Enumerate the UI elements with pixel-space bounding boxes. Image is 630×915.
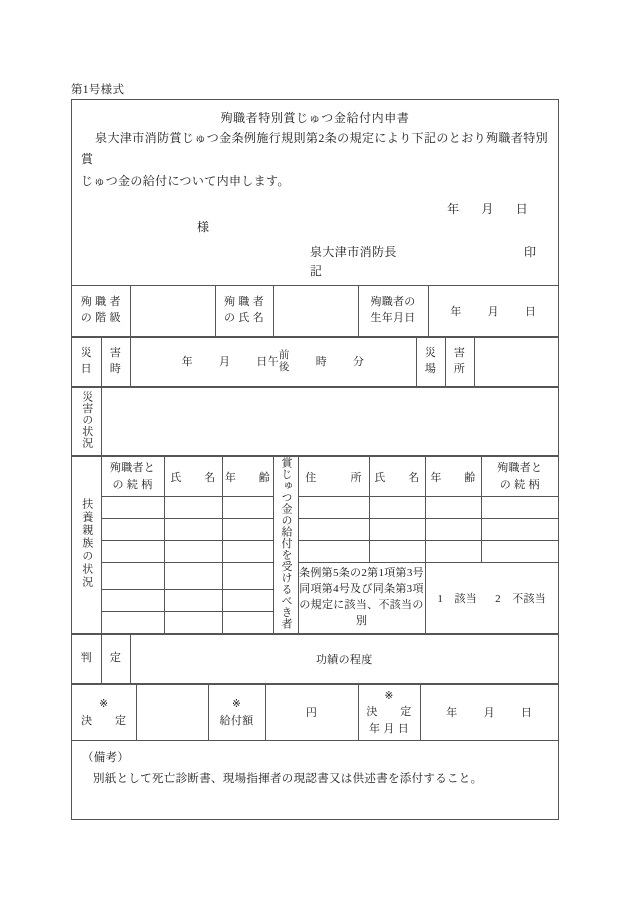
disaster-datetime-table bbox=[72, 337, 558, 387]
recipient-relation-header-line1: 殉職者と bbox=[497, 462, 543, 475]
dependent-name-cell[interactable] bbox=[164, 563, 222, 590]
dependent-relation-cell[interactable] bbox=[101, 563, 164, 590]
recipient-name-cell[interactable] bbox=[369, 519, 425, 541]
disaster-situation-value[interactable] bbox=[101, 388, 558, 456]
body-line-1: 泉大津市消防賞じゅつ金条例施行規則第2条の規定により下記のとおり殉職者特別賞 bbox=[81, 131, 548, 167]
disaster-place-value[interactable] bbox=[474, 338, 558, 387]
eligibility-choice-not-applicable[interactable]: 2 不該当 bbox=[495, 592, 547, 605]
amount-label-text: 給付額 bbox=[219, 714, 254, 727]
disaster-label-ji: 時 bbox=[109, 363, 122, 376]
remarks-section bbox=[72, 741, 558, 819]
victim-rank-label bbox=[72, 286, 130, 337]
disaster-gogo-prefix: 午 bbox=[267, 355, 279, 368]
remarks-line-1: 別紙として死亡診断書、現場指揮者の現認書又は供述書を添付すること。 bbox=[93, 773, 483, 786]
dependent-name-cell[interactable] bbox=[164, 541, 222, 563]
table-row bbox=[72, 684, 558, 741]
merit-degree-cell[interactable] bbox=[130, 634, 558, 683]
date-year-label: 年 bbox=[447, 202, 460, 217]
victim-rank-label-line2: の 階 級 bbox=[80, 312, 121, 325]
form-outer-frame bbox=[71, 99, 559, 820]
table-row bbox=[72, 634, 558, 683]
victim-birthdate-value[interactable] bbox=[428, 286, 558, 337]
dependent-name-cell[interactable] bbox=[164, 589, 222, 611]
disaster-datetime-value[interactable] bbox=[130, 338, 416, 387]
recipient-address-cell[interactable] bbox=[298, 497, 369, 519]
disaster-am-label: 前 bbox=[278, 350, 290, 362]
judgement-label-col2 bbox=[101, 634, 130, 683]
table-row bbox=[72, 286, 558, 337]
judgement-label-col1 bbox=[72, 634, 101, 683]
submission-date-line bbox=[72, 200, 558, 217]
disaster-label-gai: 害 bbox=[109, 347, 122, 360]
dependent-age-cell[interactable] bbox=[222, 497, 273, 519]
dependent-name-header: 氏 名 bbox=[164, 457, 222, 497]
victim-info-table bbox=[72, 285, 558, 337]
dependent-age-cell[interactable] bbox=[222, 563, 273, 590]
recipient-relation-cell[interactable] bbox=[481, 541, 558, 563]
dependent-age-header: 年 齢 bbox=[222, 457, 273, 497]
issuer-line bbox=[72, 243, 558, 260]
decision-date-value[interactable] bbox=[420, 684, 558, 741]
recipient-name-header: 氏 名 bbox=[369, 457, 425, 497]
dependent-relation-header-line1: 殉職者と bbox=[109, 462, 156, 475]
disaster-pm-label: 後 bbox=[278, 362, 290, 374]
disaster-hour-label: 時 bbox=[315, 355, 328, 368]
dependent-relation-header bbox=[101, 457, 164, 497]
decision-date-label-line2: 年 月 日 bbox=[369, 722, 409, 735]
decision-date-label bbox=[358, 684, 420, 741]
recipient-age-cell[interactable] bbox=[425, 497, 481, 519]
dependent-relation-cell[interactable] bbox=[101, 497, 164, 519]
table-row bbox=[72, 338, 558, 387]
amount-value-cell[interactable] bbox=[265, 684, 358, 741]
dependent-relation-cell[interactable] bbox=[101, 589, 164, 611]
eligibility-choice-applicable[interactable]: 1 該当 bbox=[437, 592, 478, 605]
recipient-relation-header-line2: の 続 柄 bbox=[499, 478, 540, 491]
place-label-sai: 災 bbox=[424, 347, 437, 360]
recipient-name-cell[interactable] bbox=[369, 541, 425, 563]
disaster-year-label: 年 bbox=[181, 355, 193, 368]
seal-mark-icon: 印 bbox=[524, 245, 537, 260]
dependent-relation-header-line2: の 続 柄 bbox=[112, 478, 153, 491]
decision-label-text: 決 定 bbox=[81, 714, 127, 727]
currency-unit-label: 円 bbox=[305, 707, 318, 720]
addressee-suffix: 様 bbox=[197, 220, 210, 235]
dependent-relation-cell[interactable] bbox=[101, 541, 164, 563]
judgement-label-han: 判 bbox=[80, 652, 92, 665]
document-body bbox=[72, 128, 558, 192]
place-label-gai: 害 bbox=[453, 347, 466, 360]
birth-day-label: 日 bbox=[524, 306, 537, 319]
disaster-situation-table bbox=[72, 387, 558, 456]
judgement-label-tei: 定 bbox=[109, 652, 122, 665]
amount-label bbox=[208, 684, 265, 741]
recipient-age-header: 年 齢 bbox=[425, 457, 481, 497]
victim-birthdate-label-line2: 生年月日 bbox=[370, 312, 416, 325]
issuer-title: 泉大津市消防長 bbox=[310, 245, 397, 260]
recipient-address-cell[interactable] bbox=[298, 541, 369, 563]
dependent-name-cell[interactable] bbox=[164, 611, 222, 633]
recipient-section-label bbox=[273, 457, 298, 634]
dependent-age-cell[interactable] bbox=[222, 611, 273, 633]
recipient-age-cell[interactable] bbox=[425, 519, 481, 541]
recipient-section-label-text: 賞じゅつ金の給付を受けるべき者 bbox=[280, 457, 293, 630]
dependent-name-cell[interactable] bbox=[164, 497, 222, 519]
victim-birthdate-label-line1: 殉職者の bbox=[370, 296, 416, 309]
victim-name-label bbox=[215, 286, 273, 337]
dependent-age-cell[interactable] bbox=[222, 541, 273, 563]
dependents-section-label bbox=[72, 457, 101, 634]
disaster-datetime-label-col1 bbox=[72, 338, 101, 387]
date-month-label: 月 bbox=[481, 202, 494, 217]
date-day-label: 日 bbox=[515, 202, 528, 217]
decision-label bbox=[72, 684, 136, 741]
decision-kome-icon: ※ bbox=[99, 698, 109, 710]
dependents-table bbox=[72, 456, 558, 634]
dependent-name-cell[interactable] bbox=[164, 519, 222, 541]
disaster-label-sai: 災 bbox=[80, 347, 92, 360]
disaster-place-label-col1 bbox=[416, 338, 445, 387]
body-line-2: じゅつ金の給付について内申します。 bbox=[81, 173, 290, 188]
preamble-section bbox=[72, 109, 558, 279]
table-row bbox=[72, 457, 558, 497]
ki-marker: 記 bbox=[310, 264, 323, 279]
disaster-situation-label bbox=[72, 388, 101, 456]
disaster-month-label: 月 bbox=[218, 355, 231, 368]
decision-date-label-line1: 決 定 bbox=[366, 706, 412, 719]
recipient-relation-cell[interactable] bbox=[481, 497, 558, 519]
recipient-relation-header bbox=[481, 457, 558, 497]
dependent-relation-cell[interactable] bbox=[101, 519, 164, 541]
table-row bbox=[72, 388, 558, 456]
disaster-day-label: 日 bbox=[256, 355, 268, 368]
recipient-address-header: 住 所 bbox=[298, 457, 369, 497]
place-label-sho: 所 bbox=[453, 363, 466, 376]
place-label-ba: 場 bbox=[424, 363, 437, 376]
birth-month-label: 月 bbox=[487, 306, 499, 319]
decision-month-label: 月 bbox=[483, 707, 495, 720]
decision-table bbox=[72, 684, 558, 742]
dependent-age-cell[interactable] bbox=[222, 589, 273, 611]
table-row bbox=[72, 497, 558, 519]
disaster-datetime-label-col2 bbox=[101, 338, 130, 387]
decision-value[interactable] bbox=[136, 684, 208, 741]
dependents-section-label-text: 扶養親族の状況 bbox=[80, 497, 93, 589]
recipient-relation-cell[interactable] bbox=[481, 519, 558, 541]
victim-rank-value[interactable] bbox=[130, 286, 215, 337]
recipient-address-cell[interactable] bbox=[298, 519, 369, 541]
disaster-minute-label: 分 bbox=[353, 355, 365, 368]
dependent-age-cell[interactable] bbox=[222, 519, 273, 541]
decision-day-label: 日 bbox=[520, 707, 533, 720]
table-row bbox=[72, 541, 558, 563]
victim-birthdate-label bbox=[358, 286, 428, 337]
victim-name-label-line2: の 氏 名 bbox=[224, 312, 264, 325]
disaster-label-hi: 日 bbox=[80, 363, 92, 376]
victim-name-label-line1: 殉 職 者 bbox=[224, 296, 264, 309]
eligibility-clause-text: 条例第5条の2第1項第3号同項第4号及び同条第3項の規定に該当、不該当の別 bbox=[298, 563, 425, 634]
disaster-situation-label-text: 災害の状況 bbox=[80, 391, 93, 449]
victim-name-value[interactable] bbox=[273, 286, 358, 337]
table-row bbox=[72, 563, 558, 590]
remarks-heading: （備考） bbox=[82, 752, 130, 765]
addressee-line bbox=[72, 218, 558, 235]
decision-year-label: 年 bbox=[446, 707, 458, 720]
judgement-table bbox=[72, 634, 558, 684]
eligibility-choice-group[interactable] bbox=[425, 563, 558, 634]
recipient-age-cell[interactable] bbox=[425, 541, 481, 563]
merit-degree-label: 功績の程度 bbox=[316, 653, 373, 666]
recipient-name-cell[interactable] bbox=[369, 497, 425, 519]
dependent-relation-cell[interactable] bbox=[101, 611, 164, 633]
amount-kome-icon: ※ bbox=[231, 698, 242, 710]
document-title: 殉職者特別賞じゅつ金給付内申書 bbox=[220, 111, 410, 125]
victim-rank-label-line1: 殉 職 者 bbox=[80, 296, 121, 309]
form-number-label: 第1号様式 bbox=[71, 84, 125, 96]
birth-year-label: 年 bbox=[450, 306, 462, 319]
disaster-place-label-col2 bbox=[445, 338, 474, 387]
decision-date-kome-icon: ※ bbox=[384, 690, 394, 702]
table-row bbox=[72, 519, 558, 541]
